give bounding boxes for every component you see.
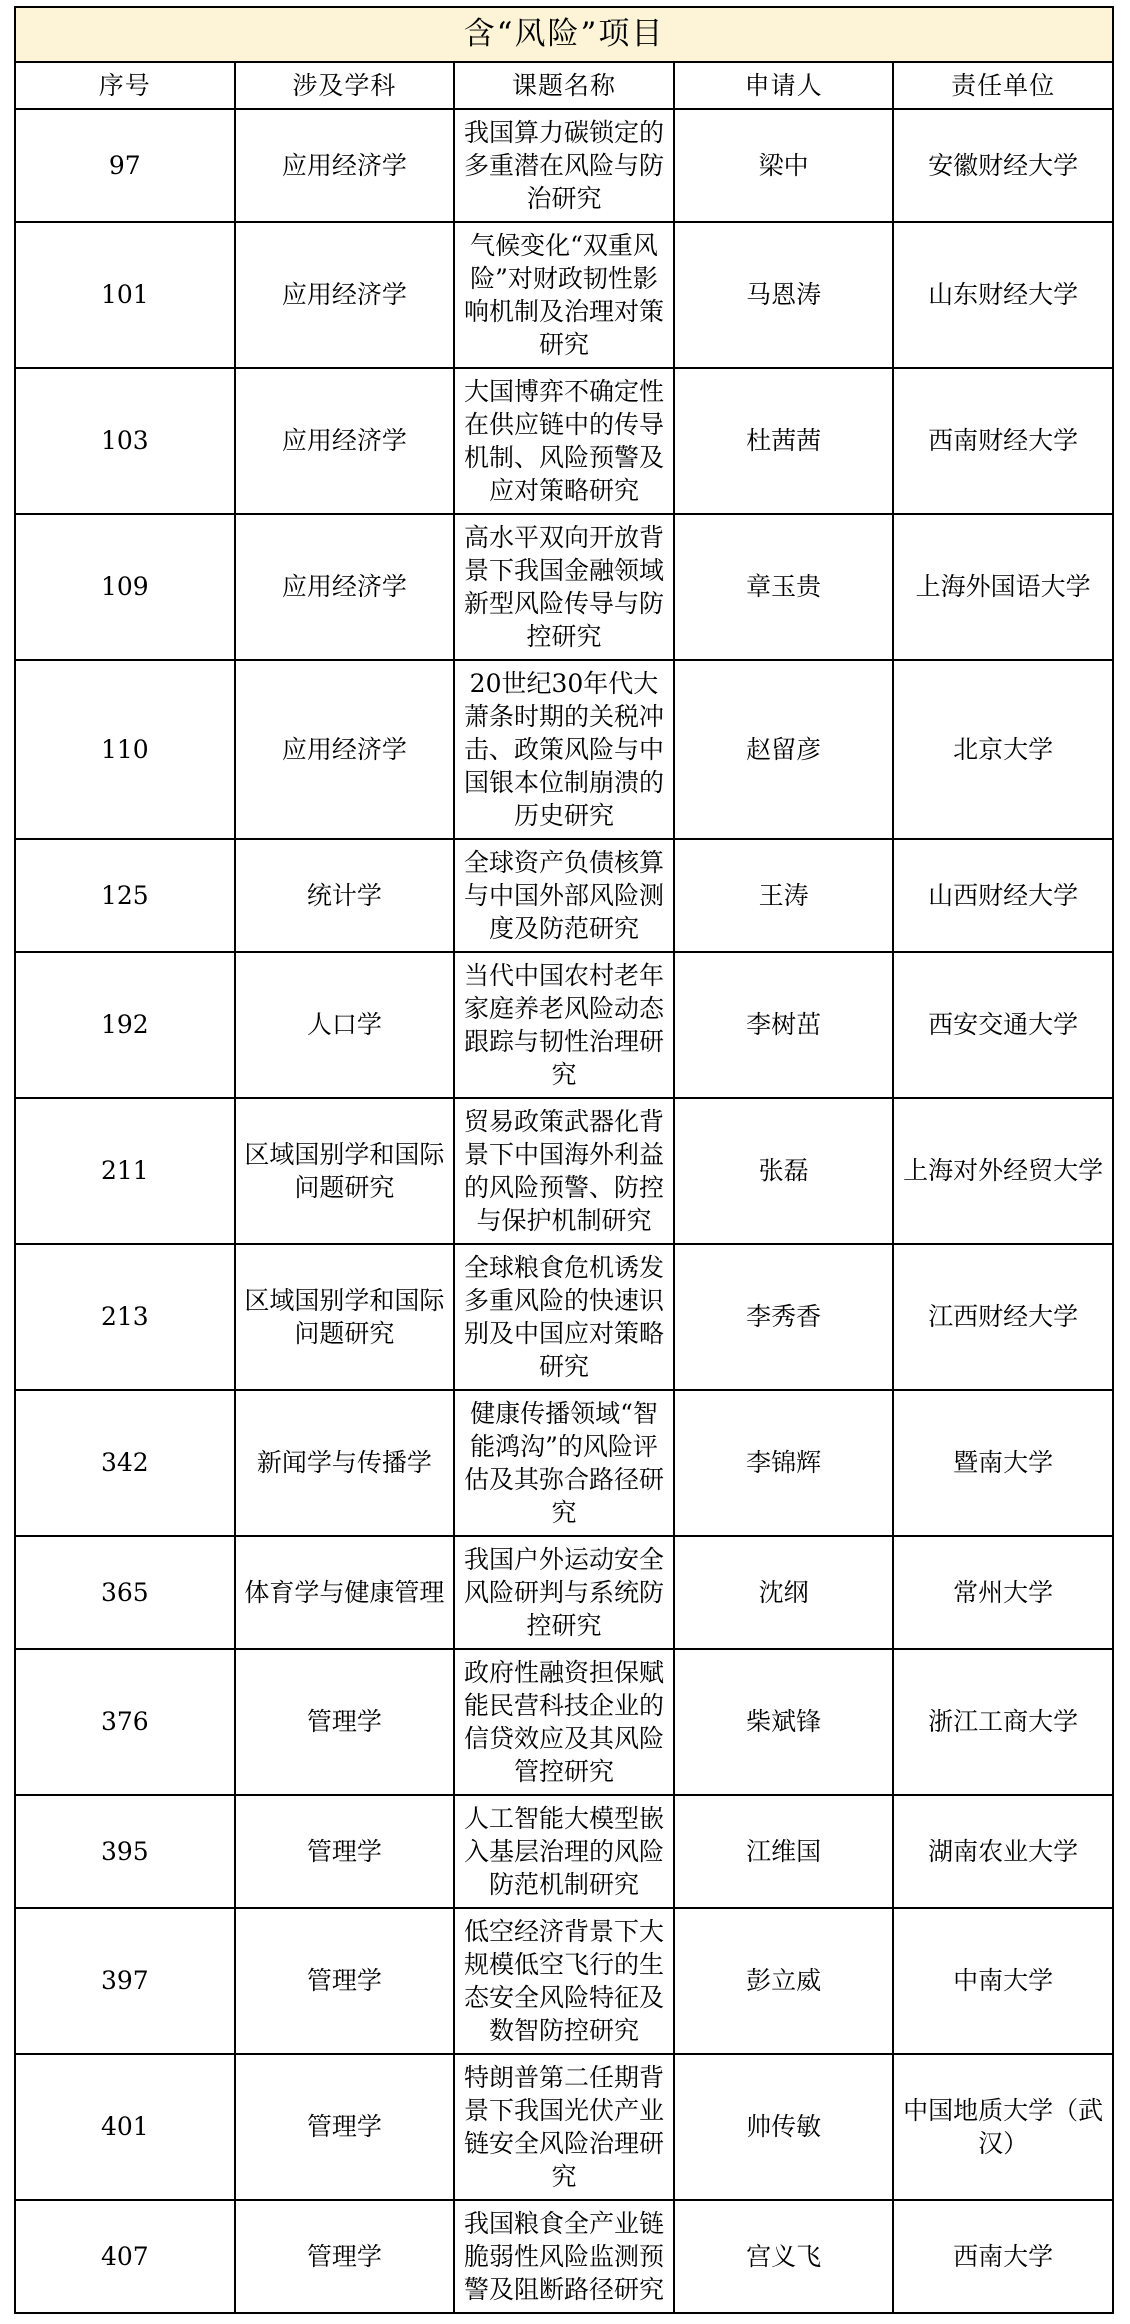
cell-org: 浙江工商大学 xyxy=(893,1649,1113,1795)
cell-org: 西南大学 xyxy=(893,2200,1113,2313)
cell-title: 贸易政策武器化背景下中国海外利益的风险预警、防控与保护机制研究 xyxy=(454,1098,674,1244)
cell-org: 山东财经大学 xyxy=(893,222,1113,368)
cell-discipline: 区域国别学和国际问题研究 xyxy=(235,1244,455,1390)
cell-title: 低空经济背景下大规模低空飞行的生态安全风险特征及数智防控研究 xyxy=(454,1908,674,2054)
cell-org: 中国地质大学（武汉） xyxy=(893,2054,1113,2200)
column-header-org: 责任单位 xyxy=(893,62,1113,109)
table-row xyxy=(15,660,1113,839)
cell-no: 401 xyxy=(15,2054,235,2200)
cell-no: 407 xyxy=(15,2200,235,2313)
cell-discipline: 应用经济学 xyxy=(235,514,455,660)
cell-title: 当代中国农村老年家庭养老风险动态跟踪与韧性治理研究 xyxy=(454,952,674,1098)
cell-no: 342 xyxy=(15,1390,235,1536)
cell-org: 西南财经大学 xyxy=(893,368,1113,514)
cell-org: 山西财经大学 xyxy=(893,839,1113,952)
table-row xyxy=(15,368,1113,514)
table-row xyxy=(15,1390,1113,1536)
table-row xyxy=(15,952,1113,1098)
cell-applicant: 赵留彦 xyxy=(674,660,894,839)
cell-discipline: 管理学 xyxy=(235,2054,455,2200)
cell-applicant: 宫义飞 xyxy=(674,2200,894,2313)
cell-org: 江西财经大学 xyxy=(893,1244,1113,1390)
cell-discipline: 管理学 xyxy=(235,1795,455,1908)
table-row xyxy=(15,1098,1113,1244)
column-header-applicant: 申请人 xyxy=(674,62,894,109)
cell-discipline: 应用经济学 xyxy=(235,222,455,368)
cell-org: 中南大学 xyxy=(893,1908,1113,2054)
cell-discipline: 应用经济学 xyxy=(235,660,455,839)
cell-no: 97 xyxy=(15,109,235,222)
table-row xyxy=(15,1244,1113,1390)
column-header-discipline: 涉及学科 xyxy=(235,62,455,109)
table-row xyxy=(15,109,1113,222)
cell-applicant: 张磊 xyxy=(674,1098,894,1244)
cell-org: 西安交通大学 xyxy=(893,952,1113,1098)
cell-no: 101 xyxy=(15,222,235,368)
table-row xyxy=(15,2200,1113,2313)
table-row xyxy=(15,1795,1113,1908)
cell-discipline: 管理学 xyxy=(235,1908,455,2054)
cell-applicant: 彭立威 xyxy=(674,1908,894,2054)
cell-title: 人工智能大模型嵌入基层治理的风险防范机制研究 xyxy=(454,1795,674,1908)
cell-applicant: 杜茜茜 xyxy=(674,368,894,514)
table-title: 含“风险”项目 xyxy=(15,7,1113,62)
table-header-row xyxy=(15,62,1113,109)
cell-no: 109 xyxy=(15,514,235,660)
cell-org: 常州大学 xyxy=(893,1536,1113,1649)
cell-discipline: 管理学 xyxy=(235,2200,455,2313)
cell-applicant: 帅传敏 xyxy=(674,2054,894,2200)
cell-title: 气候变化“双重风险”对财政韧性影响机制及治理对策研究 xyxy=(454,222,674,368)
cell-title: 政府性融资担保赋能民营科技企业的信贷效应及其风险管控研究 xyxy=(454,1649,674,1795)
table-row xyxy=(15,514,1113,660)
cell-no: 365 xyxy=(15,1536,235,1649)
cell-applicant: 章玉贵 xyxy=(674,514,894,660)
table-row xyxy=(15,1908,1113,2054)
cell-applicant: 李锦辉 xyxy=(674,1390,894,1536)
cell-no: 192 xyxy=(15,952,235,1098)
table-row xyxy=(15,1536,1113,1649)
cell-applicant: 江维国 xyxy=(674,1795,894,1908)
cell-title: 我国粮食全产业链脆弱性风险监测预警及阻断路径研究 xyxy=(454,2200,674,2313)
cell-applicant: 王涛 xyxy=(674,839,894,952)
table-title-row xyxy=(15,7,1113,62)
table-row xyxy=(15,222,1113,368)
cell-applicant: 梁中 xyxy=(674,109,894,222)
cell-title: 全球资产负债核算与中国外部风险测度及防范研究 xyxy=(454,839,674,952)
cell-title: 特朗普第二任期背景下我国光伏产业链安全风险治理研究 xyxy=(454,2054,674,2200)
cell-org: 暨南大学 xyxy=(893,1390,1113,1536)
cell-no: 395 xyxy=(15,1795,235,1908)
cell-applicant: 李树茁 xyxy=(674,952,894,1098)
cell-title: 我国算力碳锁定的多重潜在风险与防治研究 xyxy=(454,109,674,222)
cell-org: 北京大学 xyxy=(893,660,1113,839)
cell-title: 全球粮食危机诱发多重风险的快速识别及中国应对策略研究 xyxy=(454,1244,674,1390)
risk-projects-table xyxy=(14,6,1114,2314)
cell-no: 103 xyxy=(15,368,235,514)
cell-title: 大国博弈不确定性在供应链中的传导机制、风险预警及应对策略研究 xyxy=(454,368,674,514)
cell-applicant: 沈纲 xyxy=(674,1536,894,1649)
cell-org: 安徽财经大学 xyxy=(893,109,1113,222)
cell-discipline: 体育学与健康管理 xyxy=(235,1536,455,1649)
cell-applicant: 柴斌锋 xyxy=(674,1649,894,1795)
table-row xyxy=(15,2054,1113,2200)
column-header-no: 序号 xyxy=(15,62,235,109)
cell-org: 湖南农业大学 xyxy=(893,1795,1113,1908)
cell-org: 上海对外经贸大学 xyxy=(893,1098,1113,1244)
cell-no: 125 xyxy=(15,839,235,952)
cell-discipline: 应用经济学 xyxy=(235,109,455,222)
cell-no: 397 xyxy=(15,1908,235,2054)
cell-discipline: 统计学 xyxy=(235,839,455,952)
cell-org: 上海外国语大学 xyxy=(893,514,1113,660)
table-row xyxy=(15,1649,1113,1795)
cell-title: 健康传播领域“智能鸿沟”的风险评估及其弥合路径研究 xyxy=(454,1390,674,1536)
cell-no: 213 xyxy=(15,1244,235,1390)
cell-title: 20世纪30年代大萧条时期的关税冲击、政策风险与中国银本位制崩溃的历史研究 xyxy=(454,660,674,839)
cell-applicant: 马恩涛 xyxy=(674,222,894,368)
column-header-title: 课题名称 xyxy=(454,62,674,109)
cell-discipline: 人口学 xyxy=(235,952,455,1098)
cell-discipline: 区域国别学和国际问题研究 xyxy=(235,1098,455,1244)
table-body xyxy=(15,7,1113,2313)
cell-title: 我国户外运动安全风险研判与系统防控研究 xyxy=(454,1536,674,1649)
cell-no: 211 xyxy=(15,1098,235,1244)
cell-discipline: 新闻学与传播学 xyxy=(235,1390,455,1536)
table-row xyxy=(15,839,1113,952)
cell-no: 376 xyxy=(15,1649,235,1795)
cell-discipline: 应用经济学 xyxy=(235,368,455,514)
cell-applicant: 李秀香 xyxy=(674,1244,894,1390)
cell-no: 110 xyxy=(15,660,235,839)
cell-discipline: 管理学 xyxy=(235,1649,455,1795)
cell-title: 高水平双向开放背景下我国金融领域新型风险传导与防控研究 xyxy=(454,514,674,660)
